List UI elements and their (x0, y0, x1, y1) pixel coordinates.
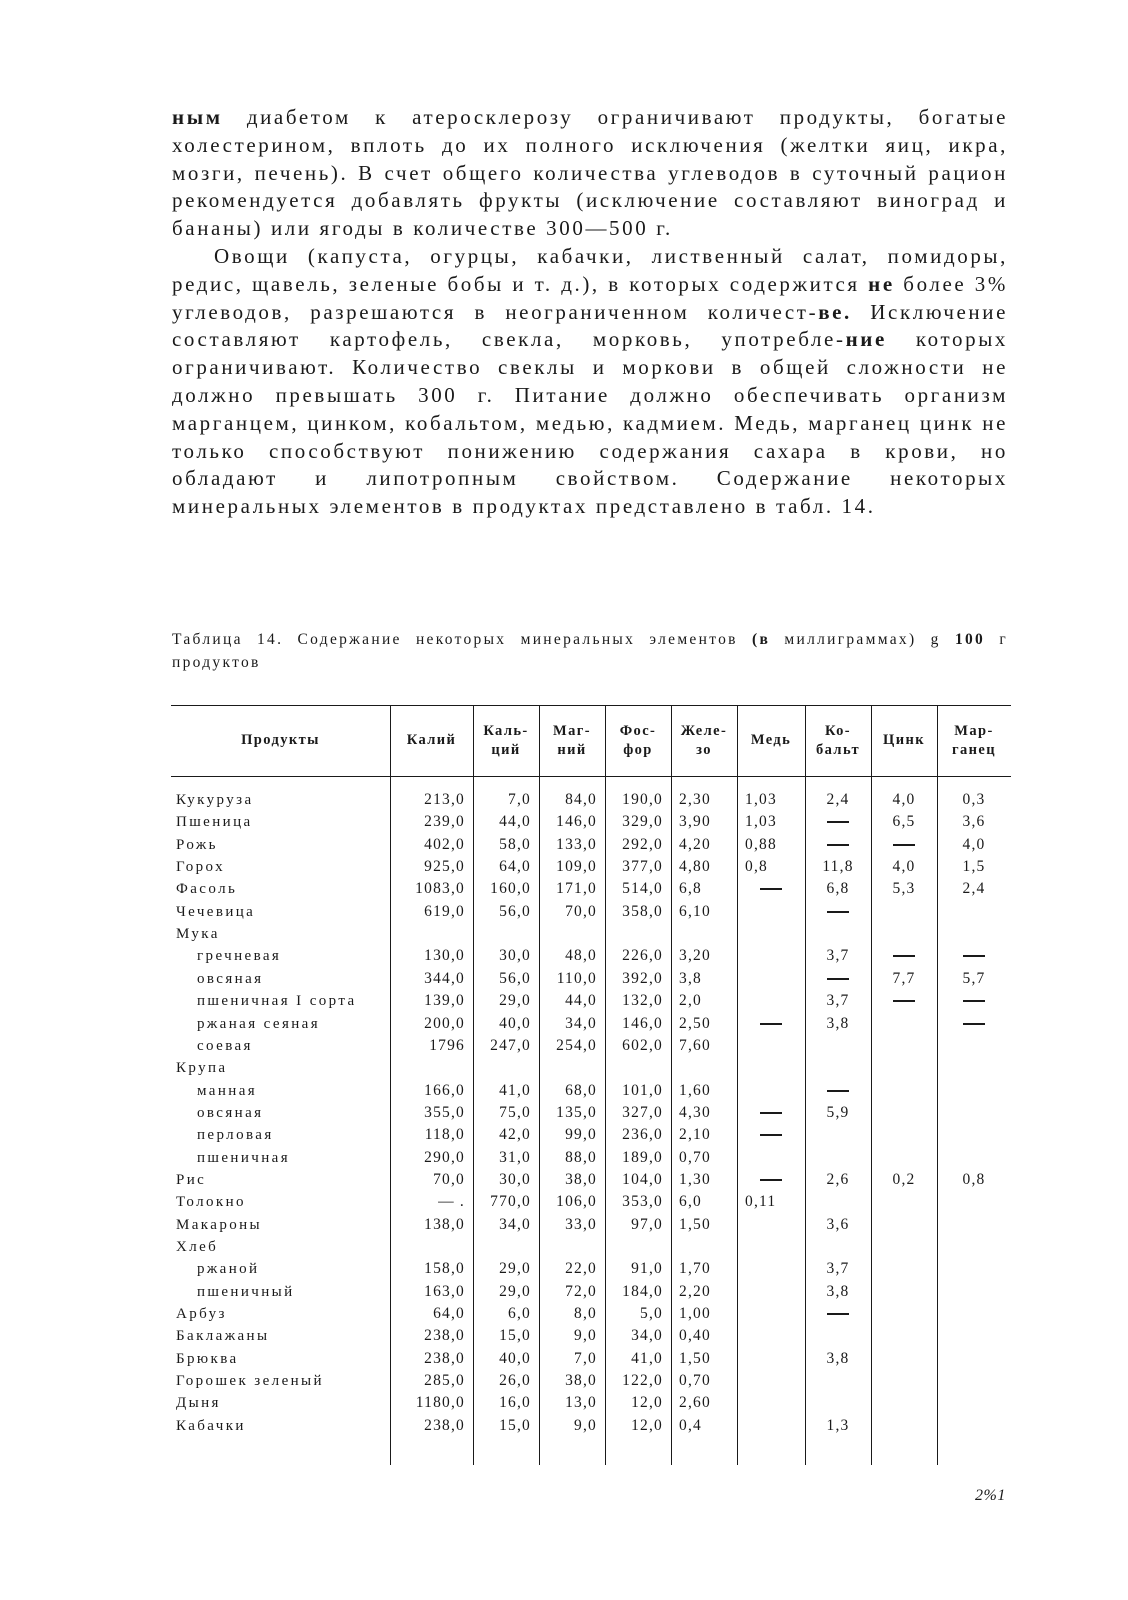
cell-co: 11,8 (822, 858, 854, 876)
cell-co: 3,7 (826, 947, 850, 965)
row-product-name: Крупа (176, 1060, 228, 1077)
cell-k: 925,0 (424, 858, 465, 876)
cell-k: 285,0 (424, 1372, 465, 1390)
cell-ca: 42,0 (499, 1126, 531, 1144)
cell-mg: 33,0 (565, 1215, 597, 1233)
cell-fe: 4,20 (679, 835, 711, 853)
cell-p: 41,0 (631, 1349, 663, 1367)
cell-fe: 2,30 (679, 791, 711, 808)
cell-fe: 3,90 (679, 813, 711, 831)
cell-mg: 34,0 (565, 1014, 597, 1032)
cell-co: 5,9 (826, 1103, 850, 1121)
cell-k: 118,0 (424, 1126, 465, 1144)
cell-ca: 75,0 (499, 1103, 531, 1121)
row-product-name: соевая (197, 1037, 253, 1054)
cell-zn: 5,3 (892, 880, 916, 898)
cell-ca: 29,0 (499, 1260, 531, 1278)
cell-fe: 1,60 (679, 1081, 711, 1099)
cell-mg: 22,0 (565, 1260, 597, 1278)
cell-dash-mn (963, 1000, 985, 1002)
cell-fe: 2,0 (679, 992, 702, 1010)
cell-cu: 0,8 (745, 858, 768, 876)
cell-mn: 1,5 (962, 858, 986, 876)
cell-p: 329,0 (622, 813, 663, 831)
cell-zn: 7,7 (892, 969, 916, 987)
p2-segment-1: Овощи (капуста, огурцы, кабачки, лиственный салат, помидоры, редис, щавель, зеленые бобы и т. д.), в которых содержится (172, 243, 1008, 296)
row-product-name: манная (197, 1082, 258, 1099)
cell-ca: 29,0 (499, 1282, 531, 1300)
cell-dash-cu (760, 1023, 782, 1025)
cell-k: 402,0 (424, 835, 465, 853)
cell-k: 355,0 (424, 1103, 465, 1121)
cell-dash-cu (760, 888, 782, 890)
minerals-table (171, 705, 1011, 1465)
cell-dash-zn (893, 844, 915, 846)
cell-ca: 64,0 (499, 858, 531, 876)
cell-fe: 6,10 (679, 902, 711, 920)
cell-ca: 30,0 (499, 947, 531, 965)
cell-k: 64,0 (433, 1305, 465, 1323)
cell-co: 1,3 (826, 1416, 850, 1434)
cell-ca: 40,0 (499, 1014, 531, 1032)
cell-cu: 0,88 (745, 835, 777, 853)
cell-mg: 9,0 (574, 1416, 597, 1434)
cell-k: 163,0 (424, 1282, 465, 1300)
row-product-name: Горох (176, 859, 225, 876)
p2-segment-3: Исключение составляют картофель, свекла, морковь, употребле- (172, 299, 1009, 352)
cell-mn: 4,0 (962, 835, 986, 853)
cell-p: 104,0 (622, 1170, 663, 1188)
row-product-name: Рожь (176, 836, 218, 853)
cell-p: 236,0 (622, 1126, 663, 1144)
table-column-rule (737, 705, 738, 1465)
cell-fe: 6,0 (679, 1193, 702, 1211)
cell-fe: 3,20 (679, 947, 711, 965)
row-product-name: Фасоль (176, 881, 238, 898)
cell-mg: 72,0 (565, 1282, 597, 1300)
header-copper: Медь (750, 732, 792, 748)
cell-k: 238,0 (424, 1349, 465, 1367)
cell-ca: 31,0 (499, 1148, 531, 1166)
cell-co: 2,4 (826, 791, 850, 808)
row-product-name: овсяная (197, 1104, 264, 1121)
cell-ca: 7,0 (508, 791, 531, 808)
cell-ca: 15,0 (499, 1416, 531, 1434)
cell-dash-cu (760, 1134, 782, 1136)
cell-k: 138,0 (424, 1215, 465, 1233)
cell-dash-co (827, 1090, 849, 1092)
table-caption (172, 628, 1008, 674)
cell-fe: 1,30 (679, 1170, 711, 1188)
cell-fe: 7,60 (679, 1036, 711, 1054)
cell-mg: 146,0 (556, 813, 597, 831)
cell-k: — . (438, 1193, 465, 1211)
row-product-name: Арбуз (176, 1306, 227, 1323)
cell-mg: 7,0 (574, 1349, 597, 1367)
cell-mn: 5,7 (962, 969, 986, 987)
cell-dash-co (827, 978, 849, 980)
cell-p: 514,0 (622, 880, 663, 898)
cell-mg: 99,0 (565, 1126, 597, 1144)
cell-cu: 1,03 (745, 791, 777, 808)
cell-ca: 41,0 (499, 1081, 531, 1099)
cell-zn: 4,0 (892, 858, 916, 876)
cell-k: 130,0 (424, 947, 465, 965)
cell-k: 70,0 (433, 1170, 465, 1188)
cell-k: 158,0 (424, 1260, 465, 1278)
row-product-name: пшеничная I сорта (197, 993, 357, 1010)
cell-fe: 0,4 (679, 1416, 702, 1434)
cell-ca: 160,0 (490, 880, 531, 898)
cell-mg: 38,0 (565, 1170, 597, 1188)
cell-p: 12,0 (631, 1394, 663, 1412)
cell-dash-co (827, 844, 849, 846)
cell-co: 3,8 (826, 1349, 850, 1367)
row-product-name: пшеничный (197, 1283, 295, 1300)
header-zinc: Цинк (883, 732, 925, 748)
cell-ca: 44,0 (499, 813, 531, 831)
cell-mg: 88,0 (565, 1148, 597, 1166)
cell-p: 34,0 (631, 1327, 663, 1345)
header-potassium: Калий (406, 732, 457, 748)
caption-part-3: г продуктов (172, 631, 1008, 671)
row-product-name: Пшеница (176, 814, 253, 831)
cell-p: 377,0 (622, 858, 663, 876)
paragraph-2 (172, 243, 1008, 521)
row-product-name: Рис (176, 1171, 207, 1188)
header-cobalt: Ко- бальт (815, 722, 860, 758)
cell-ca: 58,0 (499, 835, 531, 853)
cell-ca: 26,0 (499, 1372, 531, 1390)
cell-k: 344,0 (424, 969, 465, 987)
cell-ca: 247,0 (490, 1036, 531, 1054)
p1-text: диабетом к атеросклерозу ограничивают продукты, богатые холестерином, вплоть до их полного исключения (желтки яиц, икра, мозги, печень). В счет общего количества углеводов в суточный рацион рекомендуется добавлять фрукты (исключение составляют виноград и бананы) или ягоды в количестве 300—500 г. (172, 105, 1008, 241)
row-product-name: овсяная (197, 970, 264, 987)
cell-mn: 2,4 (962, 880, 986, 898)
cell-dash-co (827, 1313, 849, 1315)
cell-ca: 40,0 (499, 1349, 531, 1367)
cell-dash-zn (893, 955, 915, 957)
cell-zn: 0,2 (892, 1170, 916, 1188)
cell-p: 358,0 (622, 902, 663, 920)
cell-mg: 44,0 (565, 992, 597, 1010)
header-iron: Желе- зо (680, 722, 728, 758)
cell-k: 139,0 (424, 992, 465, 1010)
row-product-name: пшеничная (197, 1149, 291, 1166)
row-product-name: Баклажаны (176, 1328, 270, 1345)
cell-mn: 0,3 (962, 791, 986, 808)
cell-p: 226,0 (622, 947, 663, 965)
cell-fe: 1,50 (679, 1215, 711, 1233)
cell-mg: 13,0 (565, 1394, 597, 1412)
cell-co: 3,7 (826, 1260, 850, 1278)
cell-k: 1796 (429, 1036, 465, 1054)
cell-k: 1083,0 (415, 880, 465, 898)
header-manganese: Мар- ганец (952, 722, 996, 758)
cell-p: 189,0 (622, 1148, 663, 1166)
cell-k: 1180,0 (415, 1394, 465, 1412)
row-product-name: Чечевица (176, 903, 256, 920)
cell-p: 392,0 (622, 969, 663, 987)
row-product-name: ржаная сеяная (197, 1015, 321, 1032)
cell-p: 101,0 (622, 1081, 663, 1099)
caption-bold-1: (в (751, 631, 771, 648)
cell-dash-co (827, 911, 849, 913)
cell-mg: 254,0 (556, 1036, 597, 1054)
cell-fe: 4,80 (679, 858, 711, 876)
cell-zn: 4,0 (892, 791, 916, 808)
header-phosphorus: Фос- фор (619, 722, 657, 758)
cell-mg: 84,0 (565, 791, 597, 808)
paragraph-1 (172, 104, 1008, 243)
cell-p: 5,0 (640, 1305, 663, 1323)
cell-ca: 15,0 (499, 1327, 531, 1345)
cell-ca: 30,0 (499, 1170, 531, 1188)
cell-fe: 2,20 (679, 1282, 711, 1300)
cell-mn: 0,8 (962, 1170, 986, 1188)
cell-co: 3,7 (826, 992, 850, 1010)
cell-mg: 8,0 (574, 1305, 597, 1323)
cell-mg: 109,0 (556, 858, 597, 876)
cell-ca: 29,0 (499, 992, 531, 1010)
cell-fe: 0,40 (679, 1327, 711, 1345)
cell-p: 97,0 (631, 1215, 663, 1233)
cell-ca: 56,0 (499, 969, 531, 987)
cell-ca: 56,0 (499, 902, 531, 920)
cell-dash-mn (963, 1023, 985, 1025)
header-calcium: Каль- ций (483, 722, 529, 758)
cell-co: 3,6 (826, 1215, 850, 1233)
row-product-name: Толокно (176, 1194, 246, 1211)
cell-fe: 0,70 (679, 1148, 711, 1166)
cell-mn: 3,6 (962, 813, 986, 831)
cell-k: 290,0 (424, 1148, 465, 1166)
cell-fe: 2,10 (679, 1126, 711, 1144)
cell-dash-cu (760, 1112, 782, 1114)
cell-k: 213,0 (424, 791, 465, 808)
cell-dash-co (827, 821, 849, 823)
cell-p: 91,0 (631, 1260, 663, 1278)
caption-part-2: миллиграммах) g (770, 631, 955, 648)
body-text (172, 104, 1008, 521)
cell-mg: 133,0 (556, 835, 597, 853)
cell-dash-mn (963, 955, 985, 957)
cell-k: 238,0 (424, 1327, 465, 1345)
cell-p: 12,0 (631, 1416, 663, 1434)
cell-co: 2,6 (826, 1170, 850, 1188)
cell-mg: 9,0 (574, 1327, 597, 1345)
cell-k: 239,0 (424, 813, 465, 831)
cell-mg: 68,0 (565, 1081, 597, 1099)
cell-fe: 3,8 (679, 969, 702, 987)
row-product-name: Кабачки (176, 1417, 246, 1434)
caption-bold-2: 100 (954, 631, 986, 648)
row-product-name: Брюква (176, 1350, 239, 1367)
row-product-name: ржаной (197, 1261, 260, 1278)
table-column-rule (671, 705, 672, 1465)
cell-k: 619,0 (424, 902, 465, 920)
cell-dash-zn (893, 1000, 915, 1002)
cell-mg: 48,0 (565, 947, 597, 965)
caption-part-1: Таблица 14. Содержание некоторых минеральных элементов (172, 631, 752, 648)
cell-p: 602,0 (622, 1036, 663, 1054)
cell-p: 146,0 (622, 1014, 663, 1032)
cell-mg: 171,0 (556, 880, 597, 898)
p2-bold-2: ве. (818, 299, 852, 324)
table-header-rule (171, 776, 1011, 777)
p2-segment-2: более 3% углеводов, разрешаются в неограниченном количест- (172, 271, 1008, 324)
cell-p: 292,0 (622, 835, 663, 853)
p1-bold-lead: ным (172, 105, 223, 129)
cell-fe: 1,70 (679, 1260, 711, 1278)
cell-fe: 2,60 (679, 1394, 711, 1412)
cell-fe: 4,30 (679, 1103, 711, 1121)
p2-segment-4: которых ограничивают. Количество свеклы и моркови в общей сложности не должно превышать 300 г. Питание должно обеспечивать организм марганцем, цинком, кобальтом, медью, кадмием. Медь, марганец цинк не только способствуют понижению содержания сахара в крови, но обладают и липотропным свойством. Содержание некоторых минеральных элементов в продуктах представлено в табл. 14. (172, 327, 1009, 519)
cell-mg: 110,0 (556, 969, 597, 987)
cell-fe: 1,00 (679, 1305, 711, 1323)
row-product-name: Дыня (176, 1395, 221, 1412)
row-product-name: перловая (197, 1127, 274, 1144)
cell-mg: 106,0 (556, 1193, 597, 1211)
cell-co: 3,8 (826, 1282, 850, 1300)
cell-ca: 770,0 (490, 1193, 531, 1211)
cell-cu: 1,03 (745, 813, 777, 831)
cell-p: 122,0 (622, 1372, 663, 1390)
row-product-name: гречневая (197, 948, 282, 965)
cell-co: 6,8 (826, 880, 850, 898)
cell-mg: 135,0 (556, 1103, 597, 1121)
cell-fe: 6,8 (679, 880, 702, 898)
row-product-name: Мука (176, 926, 220, 943)
cell-fe: 1,50 (679, 1349, 711, 1367)
cell-co: 3,8 (826, 1014, 850, 1032)
row-product-name: Хлеб (176, 1239, 219, 1255)
cell-p: 190,0 (622, 791, 663, 808)
cell-k: 166,0 (424, 1081, 465, 1099)
cell-k: 200,0 (424, 1014, 465, 1032)
cell-p: 327,0 (622, 1103, 663, 1121)
p2-bold-3: ние (845, 327, 887, 352)
p2-bold-1: не (868, 271, 895, 296)
cell-zn: 6,5 (892, 813, 916, 831)
cell-p: 353,0 (622, 1193, 663, 1211)
cell-dash-cu (760, 1179, 782, 1181)
cell-p: 184,0 (622, 1282, 663, 1300)
row-product-name: Кукуруза (176, 792, 254, 808)
cell-mg: 70,0 (565, 902, 597, 920)
cell-fe: 2,50 (679, 1014, 711, 1032)
row-product-name: Макароны (176, 1216, 263, 1233)
page-number: 2%1 (975, 1487, 1006, 1504)
cell-p: 132,0 (622, 992, 663, 1010)
row-product-name: Горошек зеленый (176, 1373, 324, 1390)
cell-k: 238,0 (424, 1416, 465, 1434)
cell-ca: 34,0 (499, 1215, 531, 1233)
cell-cu: 0,11 (745, 1193, 777, 1211)
cell-ca: 6,0 (508, 1305, 531, 1323)
header-magnesium: Маг- ний (553, 722, 591, 758)
cell-fe: 0,70 (679, 1372, 711, 1390)
cell-mg: 38,0 (565, 1372, 597, 1390)
cell-ca: 16,0 (499, 1394, 531, 1412)
header-product: Продукты (241, 732, 320, 748)
